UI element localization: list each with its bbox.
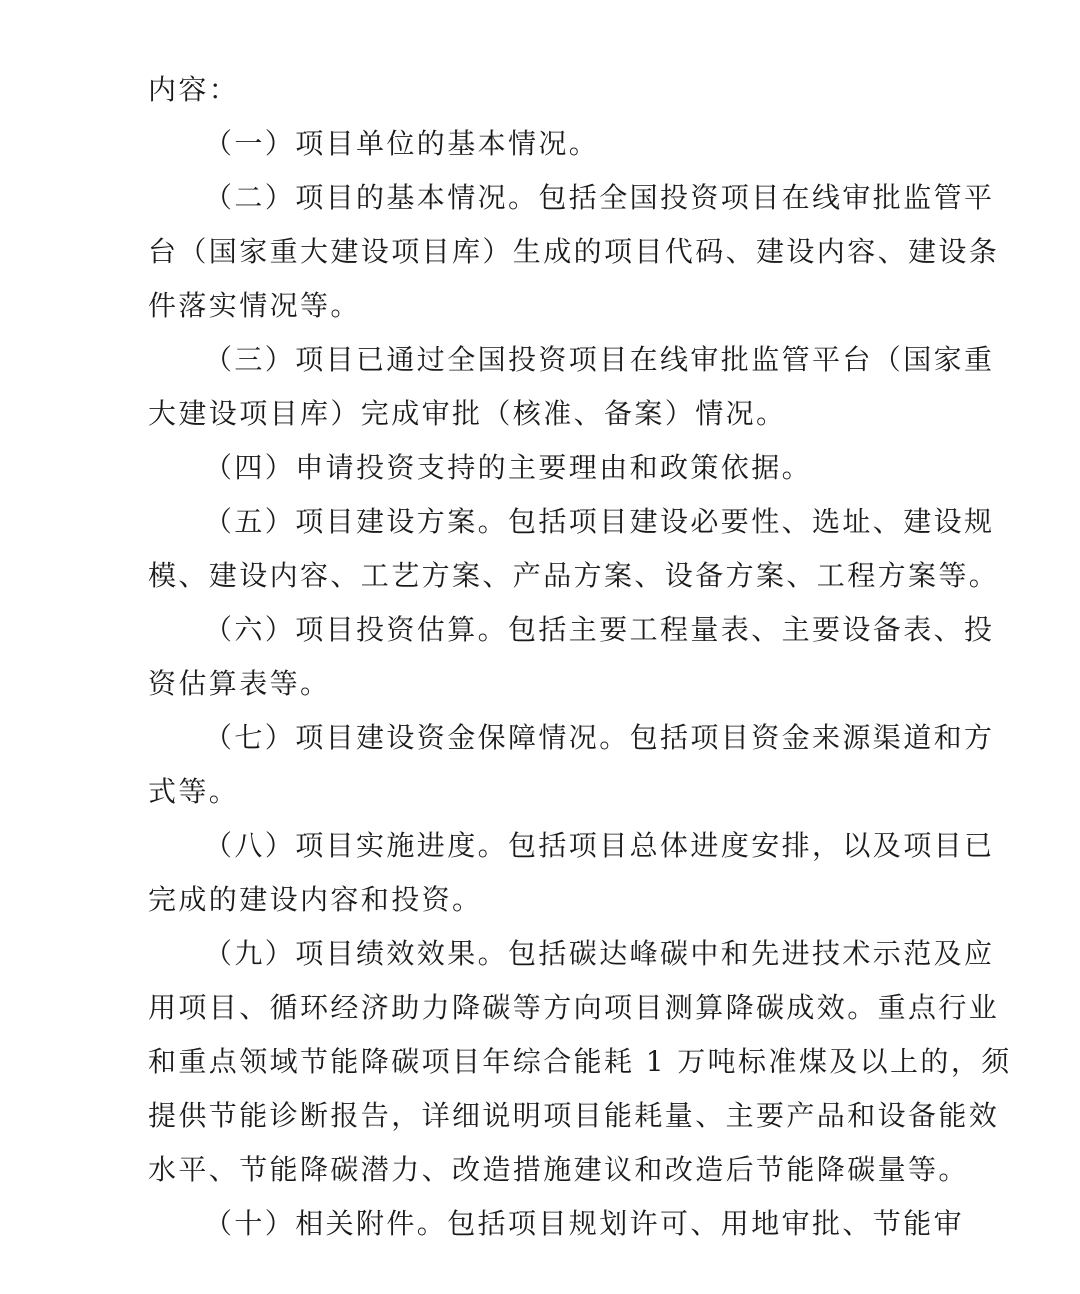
list-item-8-line-2: 完成的建设内容和投资。 bbox=[148, 883, 483, 916]
list-item-9-line-3: 和重点领域节能降碳项目年综合能耗 1 万吨标准煤及以上的，须 bbox=[148, 1045, 1012, 1078]
list-item-4: （四）申请投资支持的主要理由和政策依据。 bbox=[204, 451, 813, 484]
text-line: 内容： bbox=[148, 73, 240, 106]
list-item-10-line-1: （十）相关附件。包括项目规划许可、用地审批、节能审 bbox=[204, 1207, 965, 1240]
list-item-3-line-1: （三）项目已通过全国投资项目在线审批监管平台（国家重 bbox=[204, 343, 995, 376]
list-item-7-line-1: （七）项目建设资金保障情况。包括项目资金来源渠道和方 bbox=[204, 721, 995, 754]
list-item-7-line-2: 式等。 bbox=[148, 775, 240, 808]
list-item-6-line-2: 资估算表等。 bbox=[148, 667, 331, 700]
list-item-1: （一）项目单位的基本情况。 bbox=[204, 127, 600, 160]
list-item-9-line-5: 水平、节能降碳潜力、改造措施建议和改造后节能降碳量等。 bbox=[148, 1153, 969, 1186]
list-item-5-line-2: 模、建设内容、工艺方案、产品方案、设备方案、工程方案等。 bbox=[148, 559, 1000, 592]
list-item-9-line-2: 用项目、循环经济助力降碳等方向项目测算降碳成效。重点行业 bbox=[148, 991, 1000, 1024]
list-item-2-line-3: 件落实情况等。 bbox=[148, 289, 361, 322]
list-item-5-line-1: （五）项目建设方案。包括项目建设必要性、选址、建设规 bbox=[204, 505, 995, 538]
list-item-3-line-2: 大建设项目库）完成审批（核准、备案）情况。 bbox=[148, 397, 787, 430]
list-item-8-line-1: （八）项目实施进度。包括项目总体进度安排，以及项目已 bbox=[204, 829, 995, 862]
list-item-9-line-1: （九）项目绩效效果。包括碳达峰碳中和先进技术示范及应 bbox=[204, 937, 995, 970]
list-item-9-line-4: 提供节能诊断报告，详细说明项目能耗量、主要产品和设备能效 bbox=[148, 1099, 1000, 1132]
list-item-2-line-1: （二）项目的基本情况。包括全国投资项目在线审批监管平 bbox=[204, 181, 995, 214]
list-item-2-line-2: 台（国家重大建设项目库）生成的项目代码、建设内容、建设条 bbox=[148, 235, 1000, 268]
list-item-6-line-1: （六）项目投资估算。包括主要工程量表、主要设备表、投 bbox=[204, 613, 995, 646]
